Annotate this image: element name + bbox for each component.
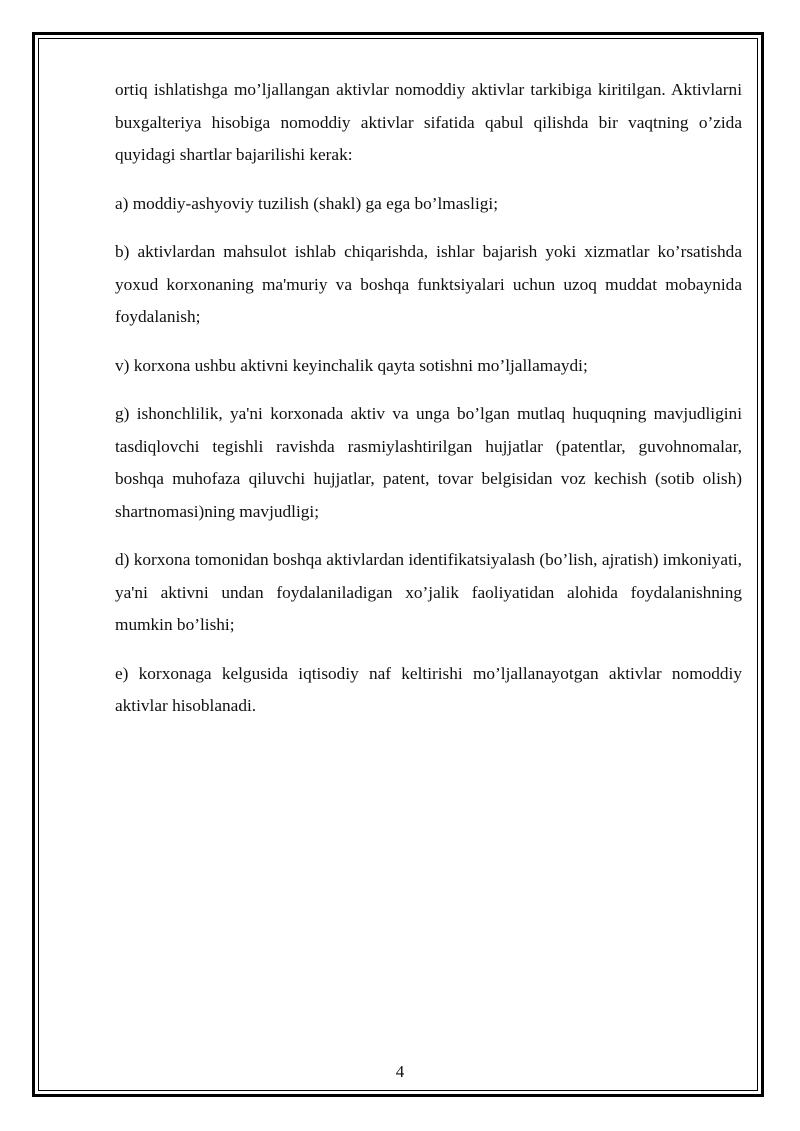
paragraph-condition-g: g) ishonchlilik, ya'ni korxonada aktiv va unga bo’lgan mutlaq huquqning mavjudligini tasdiqlovchi tegishli ravishda rasmiylashtirilgan hujjatlar (patentlar, guvohnomalar, boshqa muhofaza qiluvchi hujjatlar, patent, tovar belgisidan voz kechish (sotib olish) shartnomasi)ning mavjudligi; <box>115 404 742 521</box>
paragraph-condition-e: e) korxonaga kelgusida iqtisodiy naf keltirishi mo’ljallanayotgan aktivlar nomoddiy aktivlar hisoblanadi. <box>115 663 742 715</box>
document-body <box>115 74 742 739</box>
page-number: 4 <box>395 1062 405 1081</box>
paragraph-condition-d: d) korxona tomonidan boshqa aktivlardan identifikatsiyalash (bo’lish, ajratish) imkoniyati, ya'ni aktivni undan foydalaniladigan xo’jalik faoliyatidan alohida foydalanishning mumkin bo’lishi; <box>115 550 742 634</box>
paragraph-condition-a: a) moddiy-ashyoviy tuzilish (shakl) ga ega bo’lmasligi; <box>115 193 498 213</box>
paragraph-condition-v: v) korxona ushbu aktivni keyinchalik qayta sotishni mo’ljallamaydi; <box>115 355 588 375</box>
paragraph-condition-b: b) aktivlardan mahsulot ishlab chiqarishda, ishlar bajarish yoki xizmatlar ko’rsatishda yoxud korxonaning ma'muriy va boshqa funktsiyalari uchun uzoq muddat mobaynida foydalanish; <box>115 242 742 326</box>
paragraph-intro: ortiq ishlatishga mo’ljallangan aktivlar nomoddiy aktivlar tarkibiga kiritilgan. Aktivlarni buxgalteriya hisobiga nomoddiy aktivlar sifatida qabul qilishda bir vaqtning o’zida quyidagi shartlar bajarilishi kerak: <box>115 80 742 164</box>
